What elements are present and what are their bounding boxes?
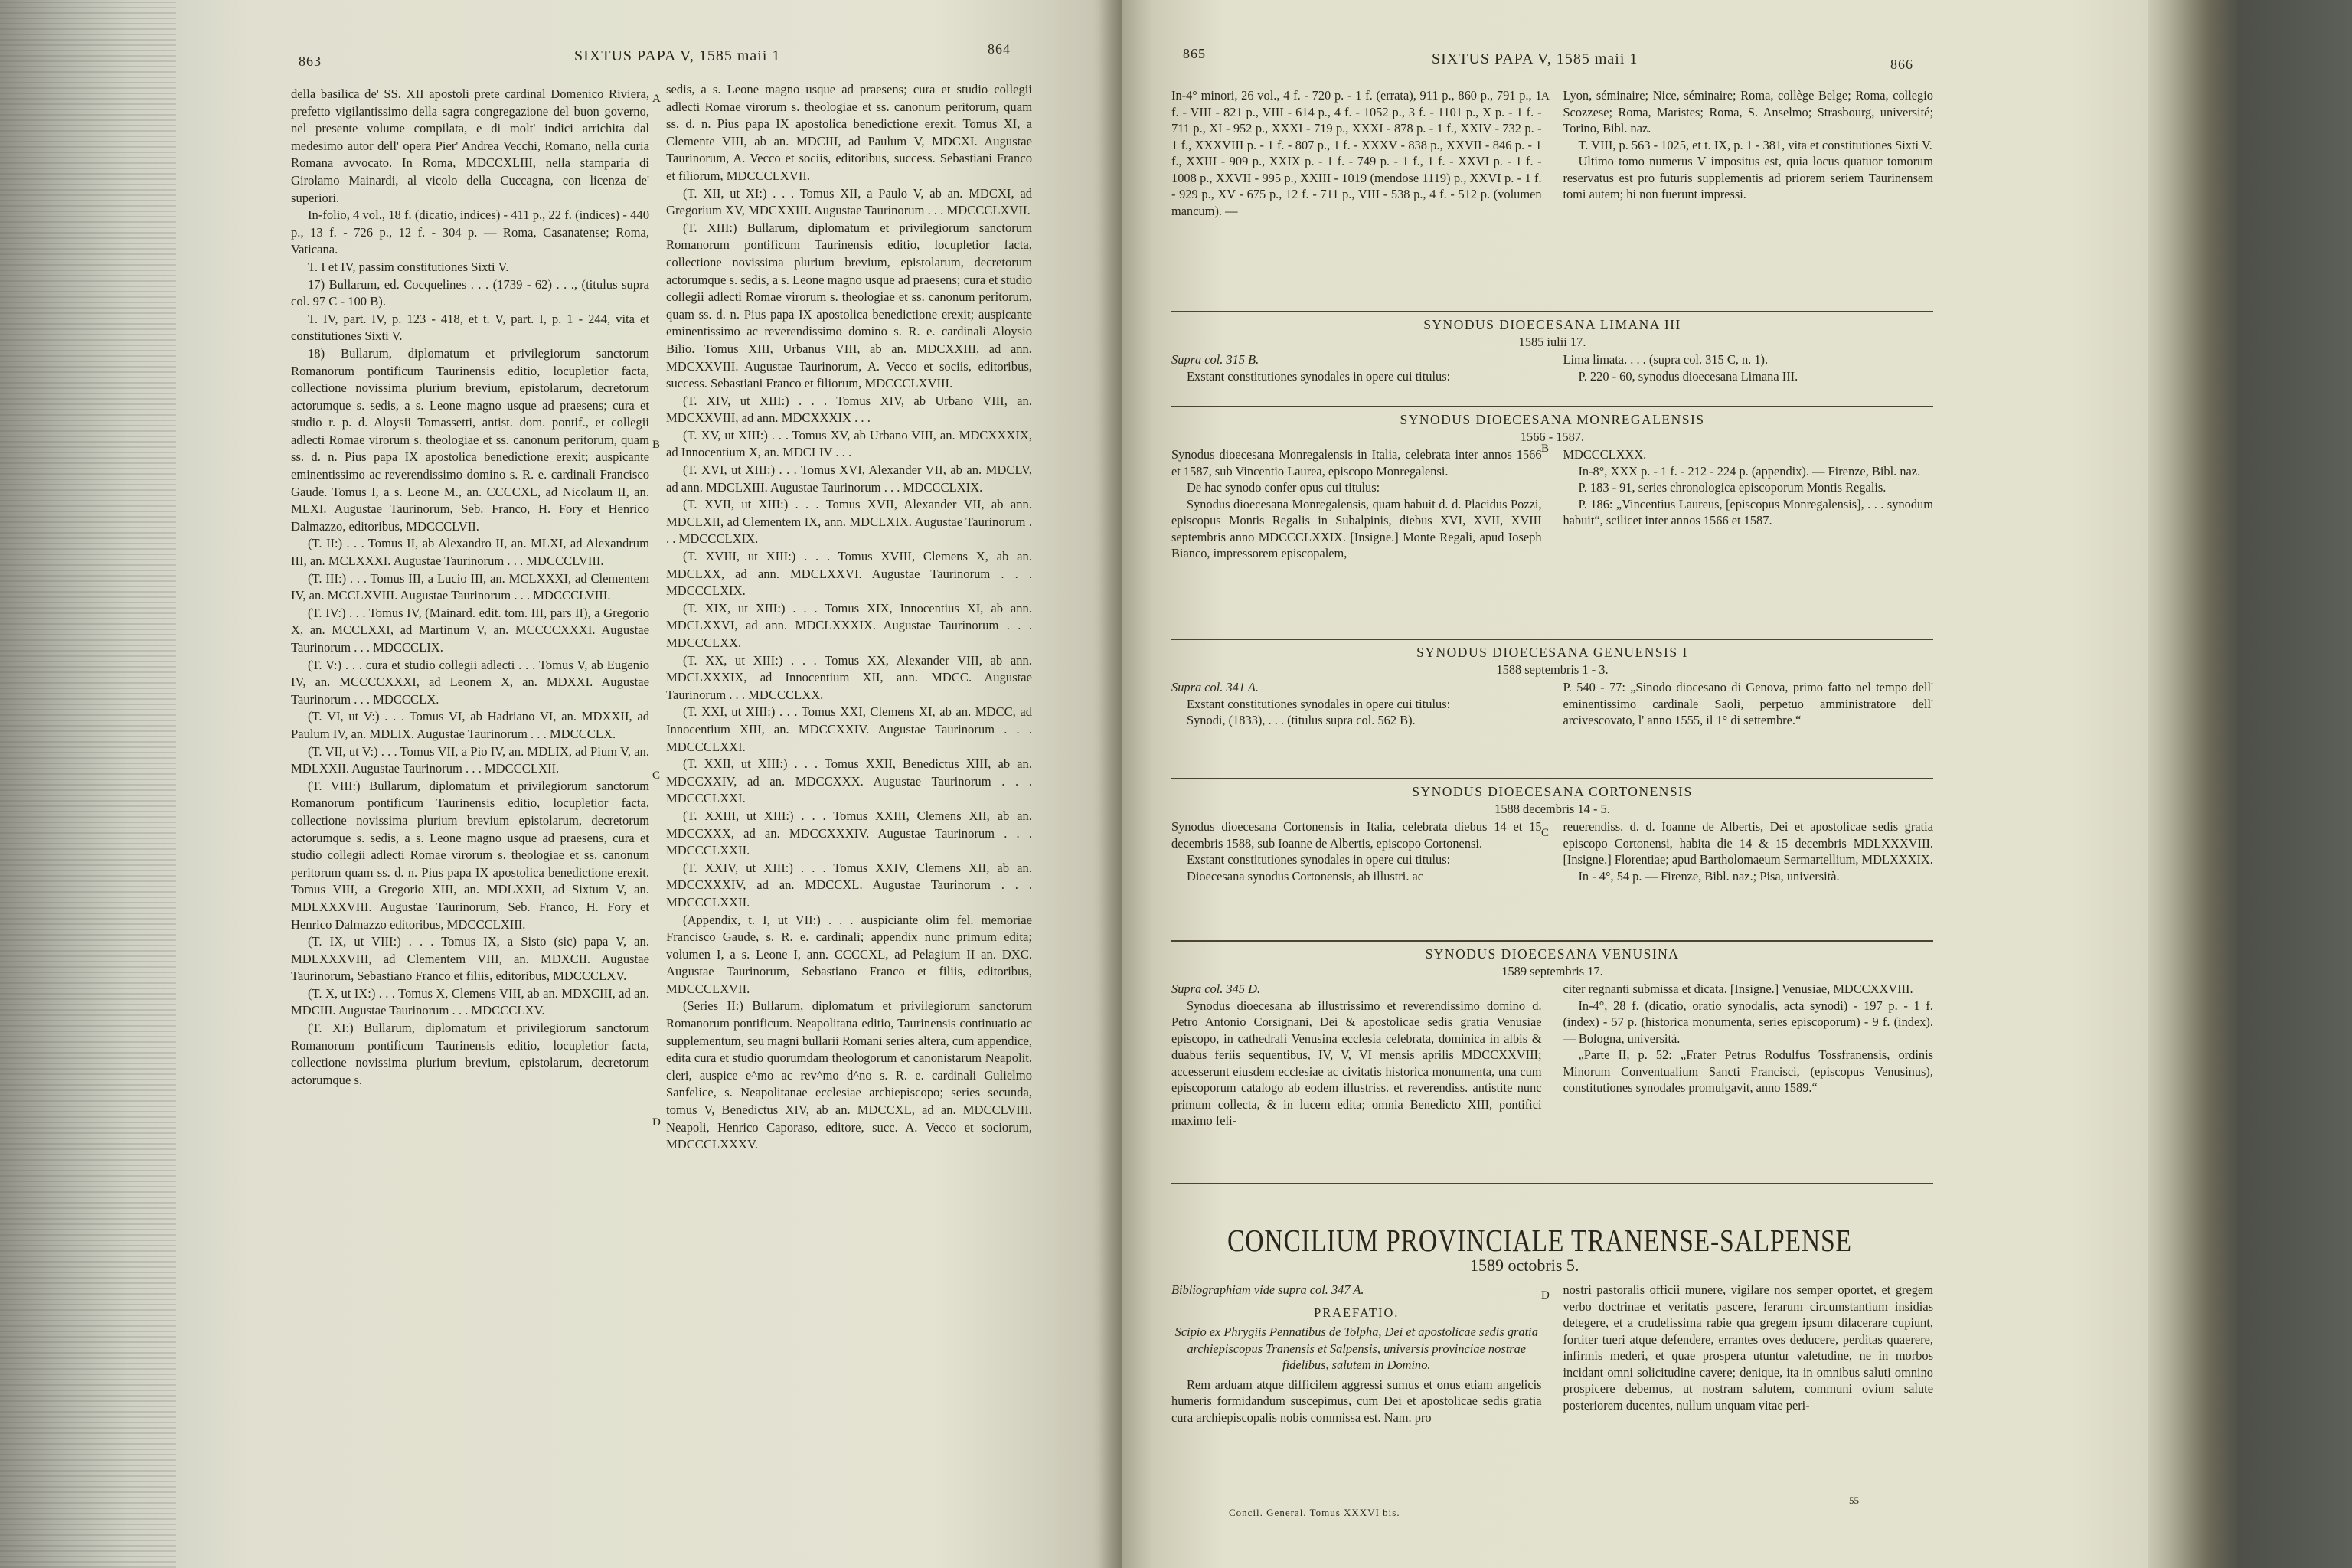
right-margin-letter-a: A bbox=[1541, 90, 1550, 103]
paragraph: (T. V:) . . . cura et studio collegii adlecti . . . Tomus V, ab Eugenio IV, an. MCCCCXXXI, ad Leonem X, an. MDXXI. Augustae Taurinorum . . . MDCCCLX. bbox=[291, 657, 649, 707]
right-margin-letter-b: B bbox=[1541, 443, 1550, 455]
right-margin-letter-c: C bbox=[1541, 827, 1550, 839]
synod-col2 bbox=[1563, 446, 1933, 562]
continuation-col-1: In-4° minori, 26 vol., 4 f. - 720 p. - 1 f. (errata), 911 p., 860 p., 791 p., 1 f. - VIII - 821 p., VIII - 614 p., 4 f. - 1052 p., 3 f. - 1101 p., X p. - 1 f. - 711 p., XI - 952 p., XXXI - 719 p., XXXI - 878 p. - 1 f., XXIV - 732 p. - 1 f., XXXVIII p. - 1 f. - 807 p., 1 f. - XXXV - 838 p., XXVII - 846 p. - 1 f., XXIII - 909 p., XXIX p. - 1 f. - 749 p. - 1 f., 1 f. - XXVI p. - 1 f. - 1008 p., XXVII - 995 p., XXIII - 1019 (mendose 1119) p., XXVI p. - 1 f. - 929 p., XV - 675 p., 12 f. - 711 p., VIII - 538 p., 4 f. - 512 p. (volumen mancum). — bbox=[1171, 88, 1542, 218]
synod-col1 bbox=[1171, 351, 1542, 384]
paragraph: P. 540 - 77: „Sinodo diocesano di Genova, primo fatto nel tempo dell' eminentissimo cardinale Saoli, perpetuo amministratore dell' arcivescovato, l' anno 1555, il 1° di settembre.“ bbox=[1563, 680, 1933, 727]
running-head-left: SIXTUS PAPA V, 1585 maii 1 bbox=[574, 47, 781, 64]
paragraph: T. I et IV, passim constitutiones Sixti V. bbox=[308, 259, 509, 274]
synod-title: SYNODUS DIOECESANA CORTONENSIS bbox=[1412, 784, 1693, 799]
paragraph: MDCCCLXXX. bbox=[1563, 447, 1647, 462]
right-page bbox=[1122, 0, 2151, 1568]
paragraph: 18) Bullarum, diplomatum et privilegiorum sanctorum Romanorum pontificum Taurinensis editio, locupletior facta, collectione novissima plurium brevium, epistolarum, decretorum actorumque s. sedis, a s. Leone magno usque ad praesens; cura et studio r. p. d. Aloysii Tomassetti, antist. dom. pontif., et collegii adlecti Romae virorum s. theologiae et ss. canonum peritorum, quam ss. d. n. Pius papa IX apostolica benedictione erexit; auspicante eminentissimo ac reverendissimo domino s. R. e. cardinali Francisco Gaude. Tomus I, a s. Leone M., an. CCCCXL, ad Nicolaum II, an. MLXI. Augustae Taurinorum, Seb. Franco, H. Fory et Henrico Dalmazzo, editoribus, MDCCCLVII. bbox=[291, 345, 649, 534]
paragraph: T. IV, part. IV, p. 123 - 418, et t. V, part. I, p. 1 - 244, vita et constitutiones Sixti V. bbox=[291, 311, 649, 344]
concilium-col-2 bbox=[1563, 1282, 1933, 1426]
paragraph: In-4°, 28 f. (dicatio, oratio synodalis, acta synodi) - 197 p. - 1 f. (index) - 57 p. (historica monumenta, series episcoporum) - 9 f. (index). — Bologna, università. bbox=[1563, 998, 1933, 1046]
paragraph: Exstant constitutiones synodales in opere cui titulus: bbox=[1187, 852, 1451, 867]
concilium-title: CONCILIUM PROVINCIALE TRANENSE-SALPENSE bbox=[1227, 1223, 1852, 1258]
synod-col1 bbox=[1171, 818, 1542, 884]
paragraph: citer regnanti submissa et dicata. [Insigne.] Venusiae, MDCCXXVIII. bbox=[1563, 982, 1913, 996]
paragraph: Synodus dioecesana Cortonensis in Italia, celebrata diebus 14 et 15 decembris 1588, sub Ioanne de Albertis, episcopo Cortonensi. bbox=[1171, 819, 1542, 851]
synod-date: 1588 decembris 14 - 5. bbox=[1494, 801, 1610, 816]
paragraph: (T. VII, ut V:) . . . Tomus VII, a Pio IV, an. MDLIX, ad Pium V, an. MDLXXII. Augustae Taurinorum . . . MDCCCLXII. bbox=[291, 743, 649, 776]
paragraph: „Parte II, p. 52: „Frater Petrus Rodulfus Tossfranensis, ordinis Minorum Conventualium Sancti Francisci, (episcopus Venusinus), constitutiones synodales promulgavit, anno 1589.“ bbox=[1563, 1047, 1933, 1095]
paragraph: Exstant constitutiones synodales in opere cui titulus: bbox=[1187, 368, 1451, 384]
paragraph: (Appendix, t. I, ut VII:) . . . auspiciante olim fel. memoriae Francisco Gaude, s. R. e. cardinali; appendix nunc primum edita; volumen I, a s. Leone I, ann. CCCCXL, ad Pelagium II an. DXC. Augustae Taurinorum, Sebastiano Franco et filiis, editoribus, MDCCCLXVII. bbox=[666, 912, 1032, 996]
synod-col2 bbox=[1563, 351, 1933, 384]
paragraph: Exstant constitutiones synodales in opere cui titulus: bbox=[1187, 696, 1451, 711]
section-rule bbox=[1171, 639, 1933, 640]
paragraph: (T. XVII, ut XIII:) . . . Tomus XVII, Alexander VII, ab ann. MDCLXII, ad Clementem IX, ann. MDCLXIX. Augustae Taurinorum . . . MDCCCLXIX. bbox=[666, 497, 1032, 547]
running-head-right: SIXTUS PAPA V, 1585 maii 1 bbox=[1432, 51, 1638, 67]
praefatio-heading: PRAEFATIO. bbox=[1314, 1305, 1400, 1320]
paragraph: (T. XVI, ut XIII:) . . . Tomus XVI, Alexander VII, ab an. MDCLV, ad ann. MDCLXIII. Augustae Taurinorum . . . MDCCCLXIX. bbox=[666, 462, 1032, 495]
synod-col2 bbox=[1563, 981, 1933, 1129]
paragraph: (T. XIX, ut XIII:) . . . Tomus XIX, Innocentius XI, ab ann. MDCLXXVI, ad ann. MDCLXXXIX. Augustae Taurinorum . . . MDCCCLXX. bbox=[666, 600, 1032, 650]
margin-letter-d: D bbox=[652, 1116, 661, 1129]
paragraph: Supra col. 341 A. bbox=[1171, 680, 1259, 694]
synod-col2 bbox=[1563, 818, 1933, 884]
page-number-865: 865 bbox=[1183, 46, 1206, 61]
synod-date: 1589 septembris 17. bbox=[1501, 963, 1603, 978]
paragraph: 17) Bullarum, ed. Cocquelines . . . (1739 - 62) . . ., (titulus supra col. 97 C - 100 B). bbox=[291, 276, 649, 309]
concilium-col-1: Bibliographiam vide supra col. 347 A. PRAEFATIO. Scipio ex Phrygiis Pennatibus de Tolpha, Dei et apostolicae sedis gratia archiepiscopus Tranensis et Salpensis, universis provinciae nostrae fidelibus, salutem in Domino. Rem arduam atque difficilem aggressi sumus et onus etiam angelicis humeris formidandum suscepimus, cum Dei et apostolicae sedis gratia cura archiepiscopalis nobis commissa est. Nam. pro bbox=[1171, 1282, 1542, 1425]
paragraph: (T. XV, ut XIII:) . . . Tomus XV, ab Urbano VIII, an. MDCXXXIX, ad Innocentium X, an. MDCLIV . . . bbox=[666, 427, 1032, 460]
paragraph: reuerendiss. d. d. Ioanne de Albertis, Dei et apostolicae sedis gratia episcopo Cortonensi, habita die 14 & 15 decembris MDLXXXVIII. [Insigne.] Florentiae; apud Bartholomaeum Sermartellium, MDLXXXIX. bbox=[1563, 819, 1933, 867]
continuation-col-2 bbox=[1563, 87, 1933, 219]
praefatio-body-2: nostri pastoralis officii munere, vigilare nos semper oportet, et gregem verbo doctrinae et veritatis pascere, ferarum circumstantium insidias detegere, et a crudelissima rabie qua gregem ipsum dilacerare cupiunt, fortiter tueri atque defendere, errantes oves deducere, perditas quaerere, infirmis mederi, et quae prospera utuntur valetudine, ne in morbos incidant omni solicitudine cavere; denique, ita in omnibus saluti omnino prospicere debemus, ut nostram salutem, communi ovium salute posteriorem ducentes, nullum unquam vitae peri- bbox=[1563, 1282, 1933, 1413]
section-rule bbox=[1171, 940, 1933, 942]
praefatio-addressee: Scipio ex Phrygiis Pennatibus de Tolpha, Dei et apostolicae sedis gratia archiepiscopus Tranensis et Salpensis, universis provinciae nostrae fidelibus, salutem in Domino. bbox=[1174, 1325, 1538, 1372]
paragraph: (T. IX, ut VIII:) . . . Tomus IX, a Sisto (sic) papa V, an. MDLXXXVIII, ad Clementem VIII, an. MDXCII. Augustae Taurinorum, Sebastiano Franco et filiis, editoribus, MDCCCLXV. bbox=[291, 934, 649, 984]
bibliography-continuation bbox=[1171, 86, 1933, 309]
synod-entry bbox=[1171, 946, 1933, 1176]
paragraph: De hac synodo confer opus cui titulus: bbox=[1187, 480, 1380, 495]
book-page-edges-left bbox=[0, 0, 184, 1568]
concilium-body bbox=[1171, 1280, 1933, 1510]
margin-letter-c: C bbox=[652, 769, 661, 782]
praefatio-body-1: Rem arduam atque difficilem aggressi sumus et onus etiam angelicis humeris formidandum suscepimus, cum Dei et apostolicae sedis gratia cura archiepiscopalis nobis commissa est. Nam. pro bbox=[1171, 1377, 1542, 1425]
paragraph: Synodi, (1833), . . . (titulus supra col. 562 B). bbox=[1187, 713, 1416, 727]
paragraph: (T. XII, ut XI:) . . . Tomus XII, a Paulo V, ab an. MDCXI, ad Gregorium XV, MDCXXIII. Augustae Taurinorum . . . MDCCCLXVII. bbox=[666, 185, 1032, 218]
synod-title: SYNODUS DIOECESANA GENUENSIS I bbox=[1416, 645, 1688, 660]
paragraph: Supra col. 315 B. bbox=[1171, 352, 1259, 367]
paragraph: P. 183 - 91, series chronologica episcoporum Montis Regalis. bbox=[1578, 480, 1886, 495]
paragraph: Ultimo tomo numerus V impositus est, quia locus quatuor tomorum reservatus est pro futuris supplementis ad priorem seriem Taurinensem tomi autem; hi non fuerunt impressi. bbox=[1563, 154, 1933, 201]
paragraph: (T. XIII:) Bullarum, diplomatum et privilegiorum sanctorum Romanorum pontificum Taurinensis editio, locupletior facta, collectione novissima plurium brevium, epistolarum, decretorum actorumque s. sedis, a s. Leone magno usque ad praesens; cura et studio collegii adlecti Romae virorum s. theologiae et ss. canonum peritorum, quam ss. d. n. Pius papa IX apostolica benedictione erexit; auspicante eminentissimo ac reverendissimo domino s. R. e. cardinali Aloysio Bilio. Tomus XIII, Urbanus VIII, ab an. MDCXXIII, ad ann. MDCXXVIII. Augustae Taurinorum, A. Vecco et sociis, editoribus, success. Sebastiani Franco et filiorum, MDCCCLXVIII. bbox=[666, 220, 1032, 391]
paragraph: T. VIII, p. 563 - 1025, et t. IX, p. 1 - 381, vita et constitutiones Sixti V. bbox=[1578, 137, 1932, 152]
section-rule bbox=[1171, 778, 1933, 779]
left-page bbox=[176, 0, 1122, 1568]
paragraph: Supra col. 345 D. bbox=[1171, 982, 1261, 996]
page-number-864: 864 bbox=[988, 41, 1011, 57]
paragraph: In - 4°, 54 p. — Firenze, Bibl. naz.; Pisa, università. bbox=[1578, 868, 1840, 884]
paragraph: (T. XXI, ut XIII:) . . . Tomus XXI, Clemens XI, ab an. MDCC, ad Innocentium XIII, an. MDCCXXIV. Augustae Taurinorum . . . MDCCCLXXI. bbox=[666, 704, 1032, 754]
synod-col1 bbox=[1171, 981, 1542, 1129]
synod-date: 1588 septembris 1 - 3. bbox=[1496, 662, 1609, 677]
paragraph: (T. IV:) . . . Tomus IV, (Mainard. edit. tom. III, pars II), a Gregorio X, an. MCCLXXI, ad Martinum V, an. MCCCCXXXI. Augustae Taurinorum . . . MDCCCLIX. bbox=[291, 605, 649, 655]
rule-before-concilium bbox=[1171, 1183, 1933, 1184]
paragraph: (Series II:) Bullarum, diplomatum et privilegiorum sanctorum Romanorum pontificum. Neapolitana editio, Taurinensis continuatio ac supplementum, seu magni bullarii Romani series altera, cum appendice, edita cura et studio quorumdam theologorum et canonistarum Neapolit. cleri, auspice e^mo ac rev^mo d^no s. R. e. cardinali Gulielmo Sanfelice, s. Neapolitanae ecclesiae archiepiscopo; series secunda, tomus V, Benedictus XIV, ab an. MDCCXL, ad an. MDCCLVIII. Neapoli, Henrico Caporaso, editore, succ. A. Vecco et sociorum, MDCCCLXXXV. bbox=[666, 998, 1032, 1152]
synod-entry bbox=[1171, 645, 1933, 763]
page-number-863: 863 bbox=[299, 54, 322, 69]
paragraph: (T. VIII:) Bullarum, diplomatum et privilegiorum sanctorum Romanorum pontificum Taurinensis editio, locupletior facta, collectione novissima plurium brevium epistolarum, decretorum actorumque s. sedis, a s. Leone magno usque ad praesens, cura et studio collegii adlecti Romae virorum s. theologiae et ss. canonum peritorum quam ss. d. n. Pius papa IX apostolica benedictione erexit. Tomus VIII, a Gregorio XIII, an. MDLXXII, ad Sixtum V, an. MDLXXXVIII. Augustae Taurinorum, Seb. Franco, H. Fory et Henrico Dalmazzo editoribus, MDCCCLXIII. bbox=[291, 778, 649, 932]
paragraph: (T. XVIII, ut XIII:) . . . Tomus XVIII, Clemens X, ab an. MDCLXX, ad ann. MDCLXXVI. Augustae Taurinorum . . . MDCCCLXIX. bbox=[666, 549, 1032, 599]
paragraph: (T. XXIII, ut XIII:) . . . Tomus XXIII, Clemens XII, ab an. MDCCXXX, ad an. MDCCXXXIV. Augustae Taurinorum . . . MDCCCLXXII. bbox=[666, 808, 1032, 858]
synod-col2 bbox=[1563, 679, 1933, 729]
paragraph: (T. XXIV, ut XIII:) . . . Tomus XXIV, Clemens XII, ab an. MDCCXXXIV, ad an. MDCCXL. Augustae Taurinorum . . . MDCCCLXXII. bbox=[666, 860, 1032, 910]
paragraph: Dioecesana synodus Cortonensis, ab illustri. ac bbox=[1187, 868, 1424, 884]
paragraph: della basilica de' SS. XII apostoli prete cardinal Domenico Riviera, prefetto vigilantissimo della sagra congregazione del buon governo, nel presente volume compilata, e di molt' indici arrichita dal medesimo autor dell' opera Pier' Andrea Vecchi, Romano, nella curia Romana avvocato. In Roma, MDCCXLIII, nella stamparia di Girolamo Mainardi, al vicolo della Cuccagna, con licenza de' superiori. bbox=[291, 87, 649, 205]
paragraph: In-8°, XXX p. - 1 f. - 212 - 224 p. (appendix). — Firenze, Bibl. naz. bbox=[1578, 463, 1921, 479]
volume-footer: Concil. General. Tomus XXXVI bis. bbox=[1229, 1507, 1400, 1518]
paragraph: Synodus dioecesana Monregalensis, quam habuit d. d. Placidus Pozzi, episcopus Montis Regalis in Subalpinis, diebus XVI, XVII, XVIII septembris anno MDCCCLXXIX. [Insigne.] Monte Regali, apud Ioseph Bianco, impressorem episcopalem, bbox=[1171, 496, 1542, 560]
paragraph: Lima limata. . . . (supra col. 315 C, n. 1). bbox=[1563, 352, 1769, 367]
margin-letter-a: A bbox=[652, 93, 661, 105]
paragraph: Lyon, séminaire; Nice, séminaire; Roma, collège Belge; Roma, collegio Scozzese; Roma, Maristes; Roma, S. Anselmo; Strasbourg, université; Torino, Bibl. naz. bbox=[1563, 88, 1933, 136]
margin-letter-b: B bbox=[652, 439, 661, 451]
concilium-date: 1589 octobris 5. bbox=[1470, 1256, 1579, 1275]
synod-date: 1585 iulii 17. bbox=[1518, 334, 1586, 349]
paragraph: Synodus dioecesana ab illustrissimo et reverendissimo domino d. Petro Antonio Corsignani, Dei & apostolicae sedis gratia Venusiae episcopo, in cathedrali Venusina ecclesia celebrata, dominica in albis & duabus feriis sequentibus, IV, V, VI mensis aprilis MDCCXXVIII; accesserunt eiusdem ecclesiae ac civitatis historica monumenta, una cum episcoporum catalogo ab eodem illustriss. et reverendiss. antistite nunc primum collecta, & in lucem edita; omnia Benedicto XIII, pontifici maximo feli- bbox=[1171, 998, 1542, 1128]
paragraph: Synodus dioecesana Monregalensis in Italia, celebrata inter annos 1566 et 1587, sub Vincentio Laurea, episcopo Monregalensi. bbox=[1171, 447, 1542, 479]
paragraph: In-folio, 4 vol., 18 f. (dicatio, indices) - 411 p., 22 f. (indices) - 440 p., 13 f. - 726 p., 12 f. - 304 p. — Roma, Casanatense; Roma, Vaticana. bbox=[291, 207, 649, 257]
paragraph: (T. X, ut IX:) . . . Tomus X, Clemens VIII, ab an. MDXCIII, ad an. MDCIII. Augustae Taurinorum . . . MDCCCLXV. bbox=[291, 985, 649, 1018]
section-rule bbox=[1171, 311, 1933, 312]
synod-col1 bbox=[1171, 679, 1542, 729]
paragraph: (T. XX, ut XIII:) . . . Tomus XX, Alexander VIII, ab ann. MDCLXXXIX, ad Innocentium XII, ann. MDCC. Augustae Taurinorum . . . MDCCCLXX. bbox=[666, 652, 1032, 702]
synod-date: 1566 - 1587. bbox=[1520, 429, 1585, 444]
page-number-866: 866 bbox=[1890, 57, 1913, 72]
synod-entry bbox=[1171, 412, 1933, 620]
synod-col1 bbox=[1171, 446, 1542, 562]
synod-entry bbox=[1171, 784, 1933, 920]
synod-title: SYNODUS DIOECESANA MONREGALENSIS bbox=[1400, 412, 1705, 427]
paragraph: P. 220 - 60, synodus dioecesana Limana III. bbox=[1578, 368, 1798, 384]
paragraph: (T. XIV, ut XIII:) . . . Tomus XIV, ab Urbano VIII, an. MDCXXVIII, ad ann. MDCXXXIX . . . bbox=[666, 393, 1032, 426]
paragraph: sedis, a s. Leone magno usque ad praesens; cura et studio collegii adlecti Romae virorum s. theologiae et ss. canonum peritorum, quam ss. d. n. Pius papa IX apostolica benedictione erexit. Tomus XI, a Clemente VIII, ab an. MDCIII, ad Paulum V, MDCXI. Augustae Taurinorum, A. Vecco et sociis, editoribus, success. Sebastiani Franco et filiorum, MDCCCLXVII. bbox=[666, 82, 1032, 183]
synod-title: SYNODUS DIOECESANA LIMANA III bbox=[1423, 317, 1681, 332]
paragraph: (T. III:) . . . Tomus III, a Lucio III, an. MCLXXXI, ad Clementem IV, an. MCCLXVIII. Augustae Taurinorum . . . MDCCCLVIII. bbox=[291, 570, 649, 603]
paragraph: (T. XI:) Bullarum, diplomatum et privilegiorum sanctorum Romanorum pontificum Taurinensis editio, locupletior facta, collectione novissima plurium brevium, epistolarum, decretorum actorumque s. bbox=[291, 1021, 649, 1087]
left-page-column-1 bbox=[291, 86, 649, 1372]
paragraph: (T. II:) . . . Tomus II, ab Alexandro II, an. MLXI, ad Alexandrum III, an. MCLXXXI. Augustae Taurinorum . . . MDCCCLVIII. bbox=[291, 536, 649, 569]
synod-entry bbox=[1171, 317, 1933, 387]
left-page-column-2 bbox=[666, 81, 1032, 1367]
section-rule bbox=[1171, 406, 1933, 407]
synod-title: SYNODUS DIOECESANA VENUSINA bbox=[1425, 946, 1680, 962]
paragraph: (T. VI, ut V:) . . . Tomus VI, ab Hadriano VI, an. MDXXII, ad Paulum IV, an. MDLIX. Augustae Taurinorum . . . MDCCCLX. bbox=[291, 709, 649, 741]
signature-mark: 55 bbox=[1849, 1494, 1859, 1506]
paragraph: (T. XXII, ut XIII:) . . . Tomus XXII, Benedictus XIII, ab an. MDCCXXIV, ad an. MDCCXXX. Augustae Taurinorum . . . MDCCCLXXI. bbox=[666, 756, 1032, 806]
paragraph: P. 186: „Vincentius Laureus, [episcopus Monregalensis], . . . synodum habuit“, scilicet inter annos 1566 et 1587. bbox=[1563, 496, 1933, 528]
right-margin-letter-d: D bbox=[1541, 1289, 1550, 1302]
book-cover-edge-right bbox=[2148, 0, 2352, 1568]
